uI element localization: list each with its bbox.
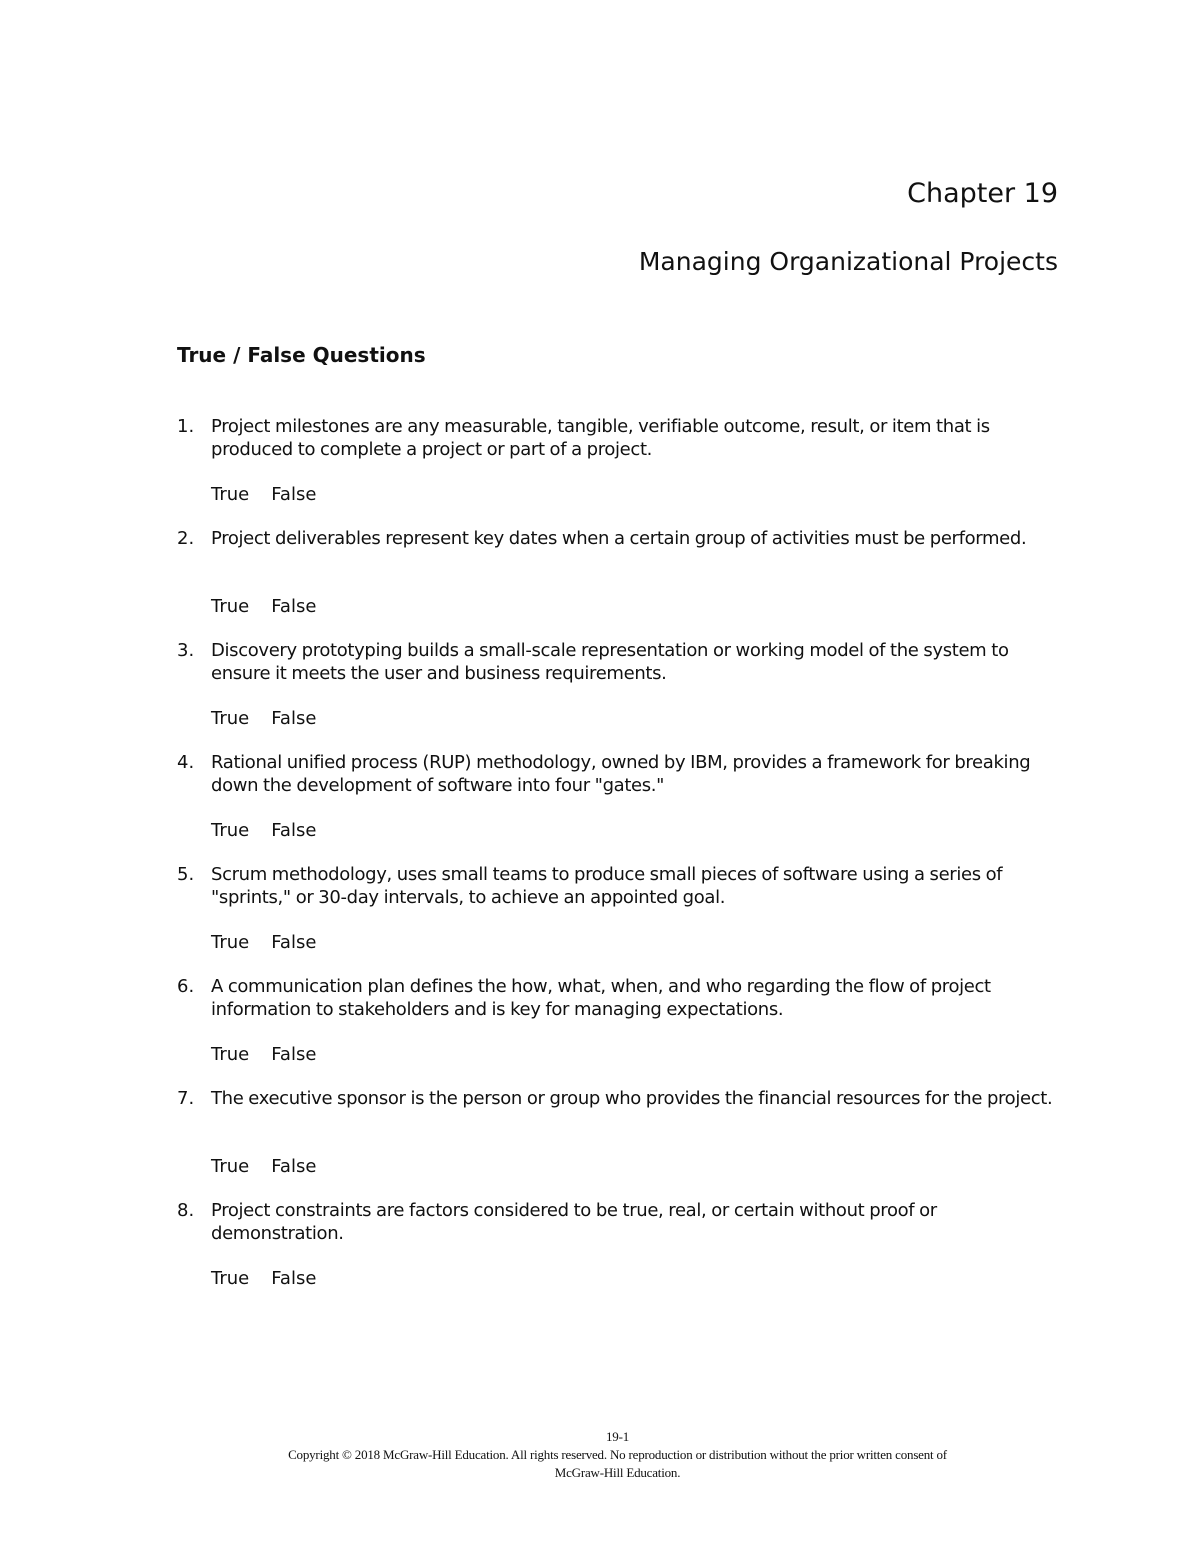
- question-text: Project constraints are factors considered to be true, real, or certain without proof or demonstration.: [211, 1200, 937, 1244]
- question-number: 8.: [177, 1200, 195, 1221]
- question-item: [177, 975, 1067, 1087]
- question-item: [177, 1199, 1067, 1311]
- true-option: True: [211, 596, 250, 617]
- answer-options: [211, 1043, 316, 1066]
- true-option: True: [211, 1044, 250, 1065]
- false-option: False: [271, 932, 317, 953]
- page-number: 19-1: [605, 1429, 630, 1444]
- question-number: 2.: [177, 528, 195, 549]
- copyright-line-1: Copyright © 2018 McGraw-Hill Education. All rights reserved. No reproduction or distribution without the prior written consent of: [288, 1447, 947, 1462]
- question-item: [177, 1087, 1067, 1199]
- copyright-line-2: McGraw-Hill Education.: [554, 1465, 681, 1480]
- answer-options: [211, 707, 316, 730]
- false-option: False: [271, 820, 317, 841]
- question-number: 1.: [177, 416, 195, 437]
- question-item: [177, 527, 1067, 639]
- page-title: Managing Organizational Projects: [638, 247, 1058, 276]
- question-text: Project milestones are any measurable, tangible, verifiable outcome, result, or item that is produced to complete a project or part of a project.: [211, 416, 990, 460]
- question-number: 5.: [177, 864, 195, 885]
- chapter-label: Chapter 19: [907, 178, 1058, 209]
- question-text: Scrum methodology, uses small teams to produce small pieces of software using a series of "sprints," or 30-day intervals, to achieve an appointed goal.: [211, 864, 1003, 908]
- answer-options: [211, 1267, 316, 1290]
- true-option: True: [211, 1156, 250, 1177]
- question-text: Discovery prototyping builds a small-scale representation or working model of the system to ensure it meets the user and business requirements.: [211, 640, 1009, 684]
- true-option: True: [211, 708, 250, 729]
- false-option: False: [271, 708, 317, 729]
- question-item: [177, 751, 1067, 863]
- question-number: 3.: [177, 640, 195, 661]
- true-option: True: [211, 820, 250, 841]
- section-heading: True / False Questions: [177, 343, 426, 367]
- question-item: [177, 415, 1067, 527]
- answer-options: [211, 595, 316, 618]
- answer-options: [211, 483, 316, 506]
- false-option: False: [271, 1044, 317, 1065]
- false-option: False: [271, 1156, 317, 1177]
- question-number: 4.: [177, 752, 195, 773]
- question-text: A communication plan defines the how, what, when, and who regarding the flow of project information to stakeholders and is key for managing expectations.: [211, 976, 991, 1020]
- false-option: False: [271, 596, 317, 617]
- question-item: [177, 863, 1067, 975]
- question-number: 7.: [177, 1088, 195, 1109]
- question-number: 6.: [177, 976, 195, 997]
- question-list: [177, 415, 1067, 1311]
- question-text: Project deliverables represent key dates when a certain group of activities must be performed.: [211, 528, 1027, 549]
- answer-options: [211, 1155, 316, 1178]
- false-option: False: [271, 1268, 317, 1289]
- answer-options: [211, 931, 316, 954]
- true-option: True: [211, 484, 250, 505]
- false-option: False: [271, 484, 317, 505]
- question-text: Rational unified process (RUP) methodology, owned by IBM, provides a framework for breaking down the development of software into four "gates.": [211, 752, 1031, 796]
- true-option: True: [211, 1268, 250, 1289]
- true-option: True: [211, 932, 250, 953]
- answer-options: [211, 819, 316, 842]
- question-item: [177, 639, 1067, 751]
- page-footer: [0, 1428, 1200, 1482]
- question-text: The executive sponsor is the person or group who provides the financial resources for the project.: [211, 1088, 1053, 1109]
